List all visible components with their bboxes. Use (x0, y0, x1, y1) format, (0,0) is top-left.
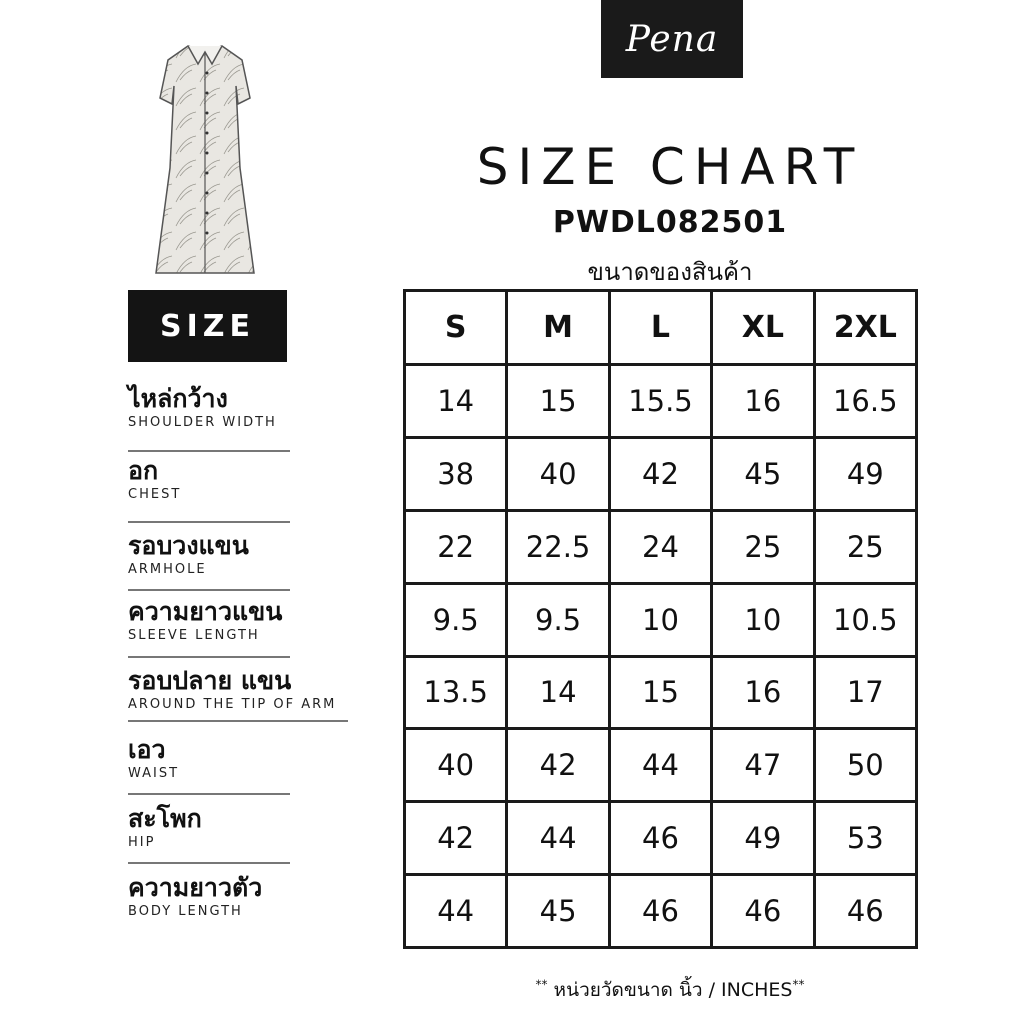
unit-footnote (470, 975, 870, 1005)
divider (128, 521, 290, 523)
table-cell: 46 (712, 875, 814, 948)
measurement-label-th: อก (128, 456, 159, 485)
table-cell: 38 (405, 437, 507, 510)
table-cell: 14 (405, 365, 507, 438)
table-cell: 15.5 (609, 365, 711, 438)
measurement-label-body-length (128, 874, 262, 919)
table-cell: 15 (507, 365, 609, 438)
table-cell: 24 (609, 510, 711, 583)
table-cell: 16 (712, 656, 814, 729)
table-cell: 16 (712, 365, 814, 438)
table-cell: 15 (609, 656, 711, 729)
footnote-stars: ** (792, 977, 805, 992)
measurement-label-th: รอบวงแขน (128, 531, 249, 560)
size-header: M (507, 291, 609, 365)
table-cell: 50 (814, 729, 916, 802)
size-header: S (405, 291, 507, 365)
size-label-box (128, 290, 287, 362)
table-cell: 17 (814, 656, 916, 729)
table-header-row (405, 291, 917, 365)
table-cell: 16.5 (814, 365, 916, 438)
table-cell: 42 (507, 729, 609, 802)
table-cell: 40 (507, 437, 609, 510)
table-row (405, 365, 917, 438)
measurement-label-en: SHOULDER WIDTH (128, 415, 277, 430)
divider (128, 793, 290, 795)
page-subtitle: ขนาดของสินค้า (587, 258, 753, 286)
table-cell: 14 (507, 656, 609, 729)
size-header: L (609, 291, 711, 365)
table-cell: 44 (507, 802, 609, 875)
table-row (405, 510, 917, 583)
table-row (405, 729, 917, 802)
product-code: PWDL082501 (552, 205, 788, 240)
size-header: 2XL (814, 291, 916, 365)
measurement-label-th: รอบปลาย แขน (128, 666, 292, 695)
measurement-label-en: HIP (128, 835, 156, 850)
table-row (405, 875, 917, 948)
measurement-label-en: WAIST (128, 766, 180, 781)
measurement-label-armhole (128, 532, 249, 577)
table-cell: 25 (814, 510, 916, 583)
divider (128, 862, 290, 864)
size-header: XL (712, 291, 814, 365)
table-cell: 10 (712, 583, 814, 656)
footnote-text: หน่วยวัดขนาด นิ้ว / INCHES (547, 979, 793, 1001)
table-cell: 46 (609, 802, 711, 875)
measurement-label-chest (128, 457, 181, 502)
table-cell: 40 (405, 729, 507, 802)
measurement-label-sleeve (128, 598, 282, 643)
divider (128, 656, 290, 658)
table-cell: 42 (405, 802, 507, 875)
table-cell: 9.5 (405, 583, 507, 656)
size-label: SIZE (159, 308, 255, 344)
measurement-label-en: BODY LENGTH (128, 904, 243, 919)
table-cell: 49 (814, 437, 916, 510)
divider (128, 589, 290, 591)
measurement-label-waist (128, 736, 179, 781)
measurement-label-th: ไหล่กว้าง (128, 384, 228, 413)
table-cell: 47 (712, 729, 814, 802)
measurement-label-th: สะโพก (128, 804, 202, 833)
table-cell: 45 (507, 875, 609, 948)
table-cell: 45 (712, 437, 814, 510)
table-cell: 13.5 (405, 656, 507, 729)
measurement-label-th: เอว (128, 735, 166, 764)
table-cell: 22 (405, 510, 507, 583)
brand-logo (601, 0, 743, 78)
table-row (405, 802, 917, 875)
table-cell: 53 (814, 802, 916, 875)
table-cell: 44 (609, 729, 711, 802)
divider (128, 720, 348, 722)
divider (128, 450, 290, 452)
table-cell: 25 (712, 510, 814, 583)
measurement-label-en: CHEST (128, 487, 182, 502)
page-title: SIZE CHART (476, 138, 864, 196)
size-table (403, 289, 918, 949)
measurement-label-en: ARMHOLE (128, 562, 207, 577)
measurement-label-arm-tip (128, 667, 336, 712)
table-cell: 44 (405, 875, 507, 948)
table-row (405, 656, 917, 729)
table-cell: 49 (712, 802, 814, 875)
table-cell: 10 (609, 583, 711, 656)
measurement-label-th: ความยาวแขน (128, 597, 283, 626)
table-cell: 22.5 (507, 510, 609, 583)
table-cell: 10.5 (814, 583, 916, 656)
table-row (405, 583, 917, 656)
table-cell: 46 (609, 875, 711, 948)
measurement-label-shoulder (128, 385, 277, 430)
measurement-label-hip (128, 805, 202, 850)
brand-logo-text: Pena (625, 18, 719, 60)
table-cell: 46 (814, 875, 916, 948)
dress-illustration (150, 38, 260, 283)
measurement-label-en: SLEEVE LENGTH (128, 628, 260, 643)
table-cell: 9.5 (507, 583, 609, 656)
measurement-label-th: ความยาวตัว (128, 873, 263, 902)
table-cell: 42 (609, 437, 711, 510)
table-row (405, 437, 917, 510)
measurement-label-en: AROUND THE TIP OF ARM (128, 697, 337, 712)
footnote-stars: ** (535, 977, 548, 992)
